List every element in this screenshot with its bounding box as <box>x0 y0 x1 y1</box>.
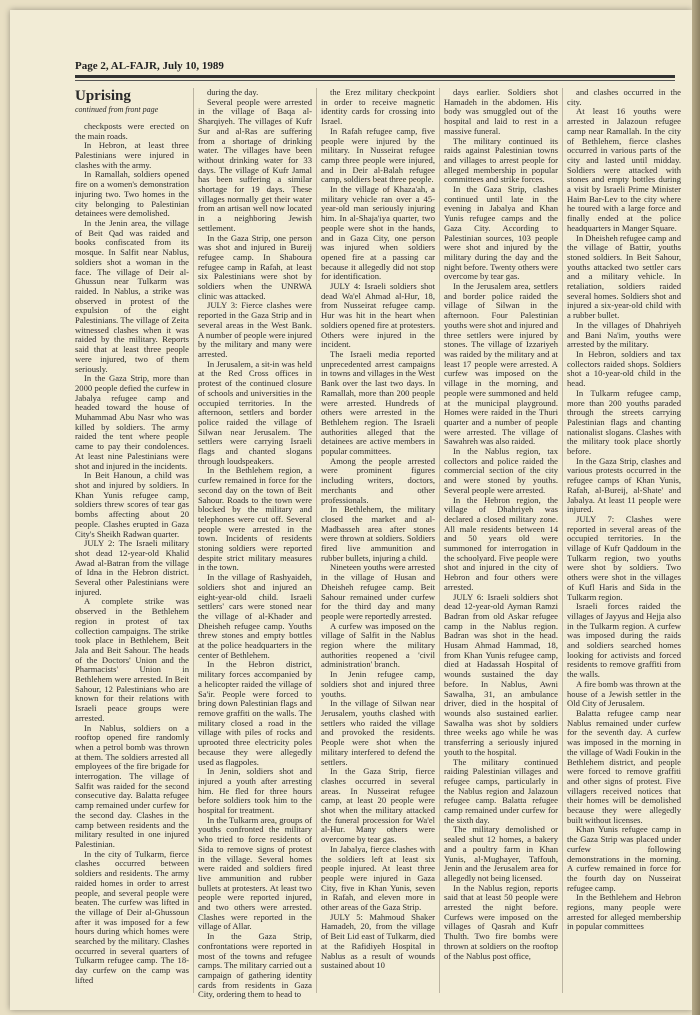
paragraph: In Tulkarm refugee camp, more than 200 youths paraded through the streets carrying Palestinian flags and chanting nationalist slogans. Clashes with the military took place shortly before. <box>567 387 681 457</box>
paragraph: The military continued its raids against Palestinian towns and villages to arrest people for alleged membership in popular committees and strike forces. <box>444 135 558 185</box>
paragraph: In the village of Rashyaideh, soldiers shot and injured an eight-year-old child. Israeli settlers' cars were stoned near the village of al-Khader and Dheisheh refugee camp. Youths threw stones and empty bottles at the police headquarters in the center of Bethlehem. <box>198 572 312 660</box>
paragraph: Among the people arrested were prominent figures including writers, doctors, merchants and other professionals. <box>321 455 435 505</box>
paragraph: In the Bethlehem region, a curfew remained in force for the second day on the town of Beit Sahour. Roads to the town were blocked by the military and telephones were cut off. Several people were arrested in the town. Incidents of residents stoning soldiers were reported despite strict military measures in the town. <box>198 465 312 573</box>
paragraph: checkposts were erected on the main roads. <box>75 120 189 141</box>
column-3-text <box>321 88 435 971</box>
column-2 <box>198 87 312 1000</box>
paragraph: In the city of Tulkarm, fierce clashes occurred between soldiers and residents. The army raided homes in order to arrest people, and several people were beaten. The curfew was lifted in the village of Deir al-Ghussoun after it was imposed for a few hours during which homes were searched by the military. Clashes occurred in several quarters of Tulkarm refugee camp. The 18-day curfew on the camp was lifted <box>75 848 189 985</box>
column-4-text <box>444 88 558 961</box>
paragraph: In Hebron, at least three Palestinians were injured in clashes with the army. <box>75 140 189 170</box>
paragraph: during the day. <box>207 87 259 97</box>
paragraph: Balatta refugee camp near Nablus remained under curfew for the seventh day. A curfew was imposed in the morning in the village of Wadi Foukin in the Bethlehem district, and people were forced to remove graffiti and other signs of protest. Five villagers received notices that their homes will be demolished because they were allegedly built without licenses. <box>567 708 681 825</box>
paragraph: JULY 6: Israeli soldiers shot dead 12-year-old Ayman Ramzi Badran from old Askar refugee camp in the Nablus region. Badran was shot in the head. Husam Ahmad Hammad, 18, from Khan Yunis refugee camp, died at Hadassah Hospital of wounds sustained the day before. In Nablus, Awni Sawalha, 31, an ambulance driver, died in the hospital of wounds also sustained earlier. Sawalha was shot by soldiers three weeks ago while he was transferring a seriously injured youth to the hospital. <box>444 591 558 757</box>
paragraph: In Rafah refugee camp, five people were injured by the military. In Nusseirat refugee camp three people were injured, and in Deir al-Balah refugee camp, soldiers beat three people. <box>321 125 435 185</box>
paragraph: In the Gaza Strip, one person was shot and injured in Bureij refugee camp. In Shaboura refugee camp in Rafah, at least six Palestinians were shot by soldiers when the UNRWA clinic was attacked. <box>198 232 312 301</box>
continued-note: continued from front page <box>75 104 159 114</box>
column-2-text <box>198 88 312 1000</box>
column-1 <box>75 88 189 993</box>
article-title: Uprising <box>75 88 131 104</box>
page-spine <box>692 0 700 1015</box>
paragraph: A complete strike was observed in the Bethlehem region in protest of tax collection campaigns. The strike took place in Bethlehem, Beit Jala and Beit Sahour. The heads of the Doctors' Union and the Pharmacists' Union in Bethlehem were arrested. In Beit Sahour, 12 Palestinians who are known for their relations with Israeli peace groups were arrested. <box>75 596 189 723</box>
paragraph: A fire bomb was thrown at the house of a Jewish settler in the Old City of Jerusalem. <box>567 678 681 709</box>
paragraph: The Israeli media reported unprecedented arrest campaigns in towns and villages in the West Bank over the last two days. In Ramallah, more than 200 people were arrested. Hundreds of others were arrested in the Bethlehem region. The Israeli authorities alleged that the detainees are active members in popular committees. <box>321 348 435 457</box>
paragraph: In Beit Hanoun, a child was shot and injured by soldiers. In Khan Yunis refugee camp, soldiers threw scores of tear gas bombs affecting about 20 people. Clashes erupted in Gaza City's Sheikh Radwan quarter. <box>75 470 189 539</box>
header-rule-thin <box>75 80 675 81</box>
paragraph: JULY 5: Mahmoud Shaker Hamadeh, 20, from the village of Beit Lid east of Tulkarm, died at the Rafidiyeh Hospital in Nablus as a result of wounds sustained about 10 <box>321 911 435 971</box>
article-columns <box>75 87 681 1000</box>
header-rule <box>75 75 675 78</box>
paragraph: In Jerusalem, a sit-in was held at the Red Cross offices in protest of the continued closure of schools and universities in the occupied territories. In the afternoon, settlers and border police raided the village of Silwan near Jerusalem. The settlers were carrying Israeli flags and chanted slogans through loudspeakers. <box>198 358 312 466</box>
paragraph: In the Jenin area, the village of Beit Qad was raided and books confiscated from its mosque. In Salfit near Nablus, soldiers shot a woman in the face. The village of Deir al-Ghussun near Tulkarm was raided. In Nablus, a strike was observed in protest of the expulsion of the eight Palestinians. The village of Zeita witnessed clashes when it was raided by the military. Reports said that at least three people were injured, two of them seriously. <box>75 218 189 374</box>
paragraph: The military continued raiding Palestinian villages and refugee camps, particularly in the Nablus region and Jalazoun refugee camp. Balatta refugee camp remained under curfew for the sixth day. <box>444 756 558 825</box>
paragraph: In the Tulkarm area, groups of youths confronted the military who tried to force residents of Sida to remove signs of protest in the village. Several homes were raided and soldiers fired live ammunition and rubber bullets at protesters. At least two people were reported injured, and two others were arrested. Clashes were reported in the village of Allar. <box>198 814 312 932</box>
paragraph: In the Gaza Strip, clashes and various protests occurred in the refugee camps of Khan Yunis, Rafah, al-Bureij, al-Shate' and Jabalya. At least 11 people were injured. <box>567 455 681 515</box>
paragraph: In Jenin refugee camp, soldiers shot and injured three youths. <box>321 669 435 699</box>
paragraph: A curfew was imposed on the village of Salfit in the Nablus region where the military authorities reopened a 'civil administration' branch. <box>321 620 435 670</box>
paragraph: In Bethlehem, the military closed the market and al-Madbasseh area after stones were thrown at soldiers. Soldiers fired live ammunition and rubber bullets, injuring a child. <box>321 504 435 563</box>
paragraph: Several people were arrested in the village of Baqa al-Sharqiyeh. The villages of Kufr Sur and al-Ras are suffering from a shortage of drinking water. The villages have been without drinking water for 33 days. The village of Kufr Jamal has been suffering a similar shortage for 19 days. These villages normally get their water from an artisan well now located in a neighboring Jewish settlement. <box>198 96 312 233</box>
paragraph: Israeli forces raided the villages of Jayyus and Hejja also in the Tulkarm region. A curfew was imposed during the raids and soldiers searched homes looking for activists and forced residents to remove graffiti from the walls. <box>567 601 681 680</box>
paragraph: JULY 2: The Israeli military shot dead 12-year-old Khalid Awad al-Batran from the village of Idna in the Hebron district. Several other Palestinians were injured. <box>75 538 189 597</box>
paragraph: the Erez military checkpoint in order to receive magnetic identity cards for crossing into Israel. <box>321 87 435 127</box>
paragraph: Nineteen youths were arrested in the village of Husan and Dheisheh refugee camp. Beit Sahour remained under curfew for the third day and many people were reportedly arrested. <box>321 562 435 621</box>
column-4 <box>444 88 558 993</box>
paragraph: and clashes occurred in the city. <box>567 87 681 107</box>
paragraph: In the Nablus region, tax collectors and police raided the commercial section of the city and were stoned by youths. Several people were arrested. <box>444 446 558 495</box>
paragraph: In the village of Khaza'ah, a military vehicle ran over a 45-year-old man seriously injuring him. In al-Shaja'iya quarter, two people were shot in the hands, and in Gaza City, one person was injured when soldiers opened fire at a passing car because it allegedly did not stop for identification. <box>321 184 435 282</box>
paragraph: JULY 4: Israeli soldiers shot dead Wa'el Ahmad al-Hur, 18, from Nusseirat refugee camp. Hur was hit in the heart when soldiers opened fire at protesters. Others were injured in the incident. <box>321 281 435 350</box>
column-3 <box>321 88 435 993</box>
paragraph: In Hebron, soldiers and tax collectors raided shops. Soldiers shot a 10-year-old child in the head. <box>567 348 681 389</box>
paragraph: Khan Yunis refugee camp in the Gaza Strip was placed under curfew following demonstrations in the morning. A curfew remained in force for the fourth day on Nusseirat refugee camp. <box>567 824 681 893</box>
paragraph: In Jabalya, fierce clashes with the soldiers left at least six people injured. At least three people were injured in Gaza City, five in Khan Yunis, seven in Rafah, and eleven more in other areas of the Gaza Strip. <box>321 843 435 913</box>
paragraph: In the Hebron district, military forces accompanied by a helicopter raided the village of Sa'ir. People were forced to bring down Palestinian flags and remove graffiti on the walls. The military closed a road in the village with piles of rocks and uprooted three electricity poles because they were allegedly used as flagpoles. <box>198 659 312 767</box>
paragraph: At least 16 youths were arrested in Jalazoun refugee camp near Ramallah. In the city of Bethlehem, fierce clashes occurred in various parts of the city and lasted until midday. Soldiers were attacked with stones and empty bottles during a visit by Israeli Prime Minister Haim Bar-Lev to the city where he toured with a large force and finally ended at the police headquarters in Manger Square. <box>567 106 681 233</box>
paragraph: In Nablus, soldiers on a rooftop opened fire randomly when a petrol bomb was thrown at them. The soldiers arrested all employees of the fire brigade for interrogation. The village of Salfit was raided for the second consecutive day. Balatta refugee camp remained under curfew for the second day. Clashes in the camp between residents and the military resulted in one injured Palestinian. <box>75 722 189 849</box>
paragraph: JULY 3: Fierce clashes were reported in the Gaza Strip and in several areas in the West Bank. A number of people were injured by the military and many were arrested. <box>198 300 312 359</box>
paragraph: In the Bethlehem and Hebron regions, many people were arrested for alleged membership in popular committees <box>567 892 681 932</box>
paragraph: In the Gaza Strip, fierce clashes occurred in several areas. In Nusseirat refugee camp, at least 20 people were shot when the military attacked the funeral procession for Wa'el al-Hur. Many others were overcome by tear gas. <box>321 766 435 845</box>
paragraph: In the Nablus region, reports said that at least 50 people were arrested the night before. Curfews were imposed on the villages of Qasrah and Kufr Thulth. Two fire bombs were thrown at soldiers on the rooftop of the Nablus post office, <box>444 882 558 961</box>
paragraph: In the Gaza Strip, more than 2000 people defied the curfew in Jabalya refugee camp and headed toward the house of Muhammad Abu Nasr who was killed by soldiers. The army raided the tent where people came to pay their condolences. At least nine Palestinians were shot and injured in the incidents. <box>75 373 189 471</box>
column-1-text <box>75 122 189 986</box>
page-header: Page 2, AL-FAJR, July 10, 1989 <box>75 60 224 72</box>
paragraph: In the Gaza Strip, confrontations were reported in most of the towns and refugee camps. The military carried out a campaign of gathering identity cards from residents in Gaza City, ordering them to head to <box>198 931 312 1000</box>
paragraph: In the village of Silwan near Jerusalem, youths clashed with settlers who raided the village and provoked the residents. People were shot when the military interfered to defend the settlers. <box>321 698 435 767</box>
paragraph: days earlier. Soldiers shot Hamadeh in the abdomen. His body was smuggled out of the hospital and laid to rest in a massive funeral. <box>444 87 558 136</box>
paragraph: In the Hebron region, the village of Dhahriyeh was declared a closed military zone. All male residents between 14 and 50 years old were summoned for interrogation in the schoolyard. Five people were shot and injured in the city of Hebron and four others were arrested. <box>444 494 558 592</box>
paragraph: In the Gaza Strip, clashes continued until late in the evening in Jabalya and Khan Yunis refugee camps and the Gaza City. According to Palestinian sources, 103 people were shot and injured by the military during the day and the night before. Twenty others were overcome by tear gas. <box>444 184 558 282</box>
paragraph: In Dheisheh refugee camp and the village of Battir, youths stoned soldiers. In Beit Sahour, youths attacked two settler cars and a military vehicle. In retaliation, soldiers raided several homes. Soldiers shot and injured a six-year-old child with a rubber bullet. <box>567 232 681 321</box>
paragraph: In Ramallah, soldiers opened fire on a women's demonstration injuring two. Two homes in the city belonging to Palestinian detainees were demolished. <box>75 169 189 219</box>
column-5 <box>567 88 681 993</box>
paragraph: In the Jerusalem area, settlers and border police raided the village of Silwan in the afternoon. Four Palestinian youths were shot and injured and three settlers were injured by stones. The village of Izzariyeh was raided by the military and at least 17 people were arrested. A curfew was imposed on the village in the morning, and people were summoned and held at the municipal playground. Homes were raided in the Thuri quarter and a number of people were arrested. The village of Sawahreh was also raided. <box>444 281 558 447</box>
paragraph: In Jenin, soldiers shot and injured a youth after arresting him. He fled for three hours before soldiers took him to the hospital for treatment. <box>198 766 312 816</box>
paragraph: In the villages of Dhahriyeh and Bani Na'im, youths were arrested by the military. <box>567 319 681 350</box>
paragraph: The military demolished or sealed shut 12 homes, a bakery and a poultry farm in Khan Yunis, al-Mughayer, Taffouh, Jenin and the Jerusalem area for allegedly not being licensed. <box>444 824 558 883</box>
column-5-text <box>567 88 681 932</box>
paragraph: JULY 7: Clashes were reported in several areas of the occupied territories. In the village of Kufr Qaddoum in the Tulkarm region, two youths were shot by soldiers. Two others were shot in the villages of Kufl Haris and Sida in the Tulkarm region. <box>567 513 681 602</box>
